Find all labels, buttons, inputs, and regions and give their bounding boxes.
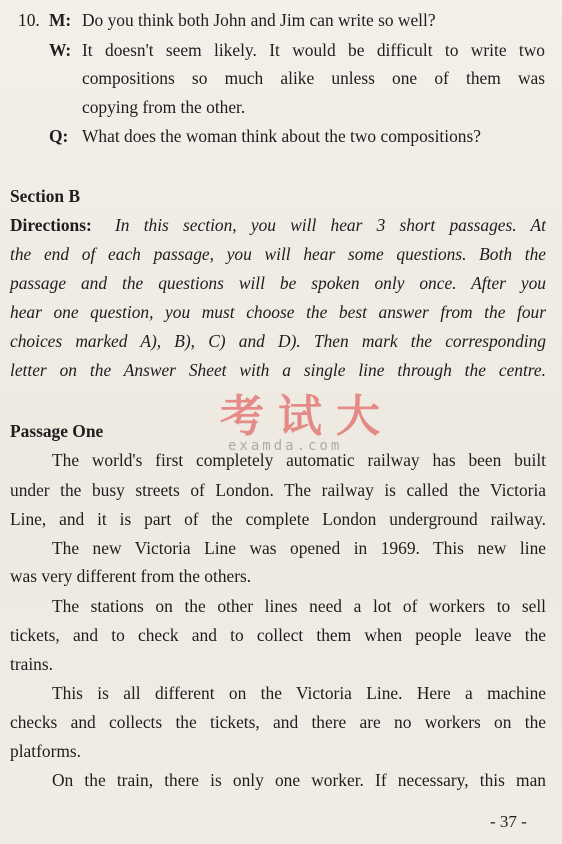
directions-label: Directions:: [10, 215, 92, 235]
passage-line-5: was very different from the others.: [10, 566, 252, 586]
passage-line-1: The world's first completely automatic railway has been built: [52, 450, 546, 470]
passage-heading: Passage One: [10, 421, 104, 441]
directions-line-1: In this section, you will hear 3 short passages. At: [115, 215, 546, 235]
passage-line-3: Line, and it is part of the complete London underground railway.: [10, 509, 546, 529]
passage-line-7: tickets, and to check and to collect them when people leave the: [10, 625, 546, 645]
dialogue-line-w-3: copying from the other.: [82, 97, 246, 117]
passage-line-10: checks and collects the tickets, and there are no workers on the: [10, 712, 546, 732]
passage-line-8: trains.: [10, 654, 53, 674]
dialogue-line-w-1: It doesn't seem likely. It would be difficult to write two: [82, 40, 545, 60]
page-number: - 37 -: [490, 812, 527, 831]
passage-line-12: On the train, there is only one worker. If necessary, this man: [52, 770, 546, 790]
watermark-url: examda.com: [228, 438, 343, 454]
directions-line-4: hear one question, you must choose the best answer from the four: [10, 302, 546, 322]
directions-line-2: the end of each passage, you will hear some questions. Both the: [10, 244, 546, 264]
passage-line-2: under the busy streets of London. The railway is called the Victoria: [10, 480, 546, 500]
dialogue-line-w-2: compositions so much alike unless one of them was: [82, 68, 545, 88]
directions-line-6: letter on the Answer Sheet with a single line through the centre.: [10, 360, 546, 380]
watermark-chinese: 考试大: [220, 391, 394, 442]
passage-line-9: This is all different on the Victoria Line. Here a machine: [52, 683, 546, 703]
passage-line-6: The stations on the other lines need a lot of workers to sell: [52, 596, 546, 616]
dialogue-line-q: What does the woman think about the two compositions?: [82, 126, 481, 146]
item-number: 10.: [18, 10, 40, 30]
speaker-m: M:: [49, 10, 72, 30]
section-heading: Section B: [10, 186, 81, 206]
dialogue-line-m: Do you think both John and Jim can write so well?: [82, 10, 436, 30]
directions-line-5: choices marked A), B), C) and D). Then mark the corresponding: [10, 331, 546, 351]
speaker-q: Q:: [49, 126, 69, 146]
passage-line-4: The new Victoria Line was opened in 1969. This new line: [52, 538, 546, 558]
directions-line-3: passage and the questions will be spoken only once. After you: [10, 273, 546, 293]
speaker-w: W:: [49, 40, 72, 60]
passage-line-11: platforms.: [10, 741, 81, 761]
